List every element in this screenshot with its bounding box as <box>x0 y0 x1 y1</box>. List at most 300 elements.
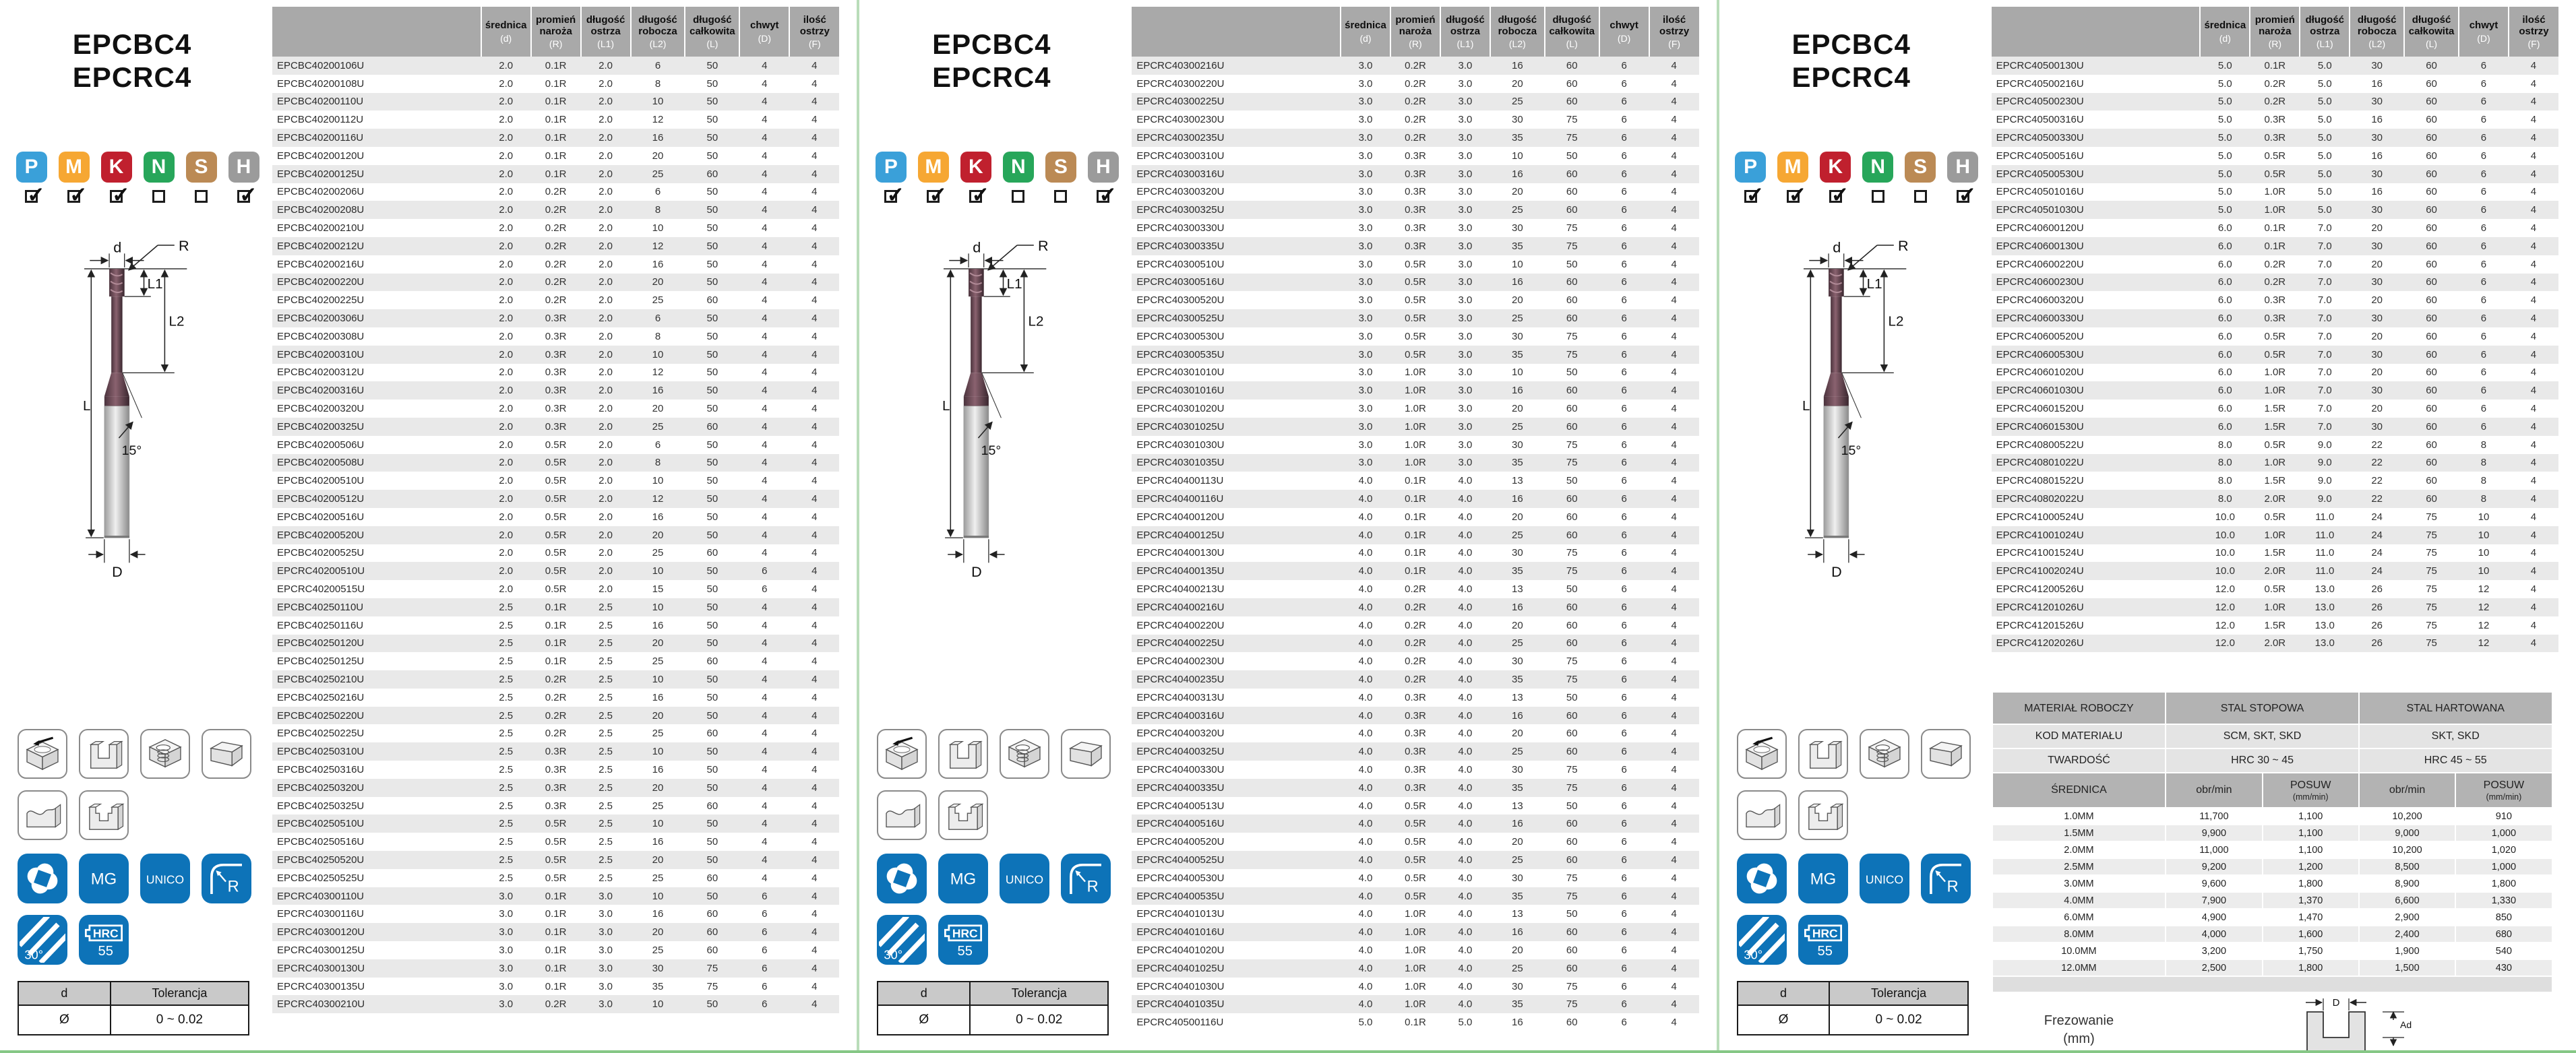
part-number: EPCBC40200106U <box>277 59 365 71</box>
part-number: EPCBC40200216U <box>277 258 365 270</box>
parts-row[interactable] <box>272 75 839 93</box>
corner-radius-value: 0.3R <box>545 348 567 360</box>
parts-row[interactable] <box>1992 183 2558 201</box>
iso-k-checkbox[interactable] <box>110 190 123 203</box>
parts-row[interactable] <box>272 201 839 219</box>
parts-table-header-edge-length: długość ostrza (L1) <box>581 7 631 57</box>
parts-row[interactable] <box>1992 364 2558 382</box>
parts-row[interactable] <box>1132 598 1698 616</box>
iso-p-checkbox[interactable] <box>25 190 38 203</box>
iso-material-badges <box>877 152 1117 203</box>
parts-row[interactable] <box>1992 544 2558 563</box>
total-length-value: 60 <box>706 294 718 307</box>
iso-m-checkbox[interactable] <box>1787 190 1800 203</box>
parts-row[interactable] <box>1132 381 1698 400</box>
parts-row[interactable] <box>272 689 839 707</box>
working-length-value: 12 <box>652 366 664 379</box>
diameter-value: 2.0 <box>499 330 514 342</box>
edge-length-value: 3.0 <box>1458 150 1473 162</box>
parts-row[interactable] <box>1992 237 2558 255</box>
shank-value: 6 <box>1621 637 1627 649</box>
parts-row[interactable] <box>1132 183 1698 201</box>
corner-radius-value: 0.1R <box>545 656 567 668</box>
parts-row[interactable] <box>1992 418 2558 436</box>
parts-row[interactable] <box>1132 110 1698 129</box>
part-number: EPCRC40501030U <box>1996 204 2084 216</box>
parts-row[interactable] <box>272 995 839 1013</box>
shank-value: 6 <box>1621 547 1627 559</box>
parts-row[interactable] <box>1132 75 1698 93</box>
edge-length-value: 4.0 <box>1458 962 1473 974</box>
parts-row[interactable] <box>272 490 839 508</box>
total-length-value: 60 <box>2426 366 2437 379</box>
shank-value: 6 <box>2480 330 2487 342</box>
rpm-alloy-cell: 9,900 <box>2166 825 2262 841</box>
parts-row[interactable] <box>272 219 839 237</box>
parts-row[interactable] <box>1132 1013 1698 1031</box>
iso-p-checkbox[interactable] <box>1744 190 1757 203</box>
shank-value: 4 <box>762 96 768 108</box>
rpm-hardened-cell: 10,200 <box>2359 841 2455 858</box>
iso-s-checkbox[interactable] <box>1914 190 1927 203</box>
corner-radius-value: 0.3R <box>1405 204 1426 216</box>
parts-row[interactable] <box>1992 201 2558 219</box>
corner-radius-value: 0.5R <box>545 547 567 559</box>
shank-value: 4 <box>762 258 768 270</box>
parts-row[interactable] <box>1132 454 1698 472</box>
slot-milling-diagram <box>2281 993 2436 1053</box>
part-number: EPCBC40250510U <box>277 818 365 830</box>
parts-row[interactable] <box>272 833 839 851</box>
shank-value: 4 <box>762 186 768 198</box>
parts-row[interactable] <box>272 959 839 978</box>
feed-hardened-cell: 1,020 <box>2455 841 2552 858</box>
parts-row[interactable] <box>1992 129 2558 147</box>
parts-row[interactable] <box>272 472 839 490</box>
parts-table-header-model <box>1132 7 1341 57</box>
parts-row[interactable] <box>272 274 839 292</box>
working-length-value: 35 <box>652 980 664 992</box>
flutes-value: 4 <box>811 980 818 992</box>
working-length-value: 24 <box>2371 565 2383 577</box>
diameter-value: 3.0 <box>499 944 514 956</box>
iso-m-badge: M <box>1777 152 1808 183</box>
iso-h-checkbox[interactable] <box>1097 190 1109 203</box>
working-length-value: 25 <box>1512 420 1523 433</box>
flutes-value: 4 <box>1671 168 1677 180</box>
shank-value: 6 <box>1621 944 1627 956</box>
parts-row[interactable] <box>272 327 839 346</box>
parts-row[interactable] <box>1992 436 2558 454</box>
parts-row[interactable] <box>1132 869 1698 887</box>
tolerance-header-row <box>18 982 249 1005</box>
part-number: EPCRC40401013U <box>1136 908 1225 920</box>
working-length-value: 30 <box>2371 168 2383 180</box>
step-slot-milling-icon <box>79 790 129 840</box>
parts-row[interactable] <box>1132 508 1698 526</box>
parts-row[interactable] <box>272 815 839 833</box>
diameter-value: 2.5 <box>499 637 514 649</box>
flutes-value: 4 <box>2530 168 2537 180</box>
working-length-value: 25 <box>652 872 664 884</box>
corner-radius-icon <box>1921 854 1971 903</box>
working-length-value: 24 <box>2371 529 2383 541</box>
iso-m-checkbox[interactable] <box>67 190 80 203</box>
parts-row[interactable] <box>1132 346 1698 364</box>
parts-row[interactable] <box>1132 689 1698 707</box>
diameter-value: 5.0 <box>1358 1017 1373 1029</box>
parts-row[interactable] <box>272 652 839 670</box>
parts-row[interactable] <box>1132 905 1698 923</box>
working-length-value: 20 <box>1512 403 1523 415</box>
parts-row[interactable] <box>1992 598 2558 616</box>
parts-row[interactable] <box>272 887 839 905</box>
parts-row[interactable] <box>272 598 839 616</box>
parts-row[interactable] <box>1132 472 1698 490</box>
diameter-value: 3.0 <box>1358 420 1373 433</box>
total-length-value: 75 <box>2426 583 2437 595</box>
iso-m-checkbox[interactable] <box>927 190 940 203</box>
edge-length-value: 3.0 <box>1458 330 1473 342</box>
iso-n-checkbox[interactable] <box>1012 190 1024 203</box>
parts-row[interactable] <box>272 797 839 815</box>
parts-row[interactable] <box>1132 978 1698 996</box>
parts-row[interactable] <box>272 724 839 742</box>
flutes-value: 4 <box>811 818 818 830</box>
corner-radius-value: 0.1R <box>1405 1017 1426 1029</box>
dim-d-label: d <box>113 238 122 256</box>
parts-row[interactable] <box>1132 616 1698 635</box>
parts-row[interactable] <box>272 508 839 526</box>
diameter-cell: 10.0MM <box>1992 943 2166 959</box>
part-number: EPCRC40400530U <box>1136 872 1225 884</box>
parts-row[interactable] <box>272 869 839 887</box>
parts-row[interactable] <box>1992 472 2558 490</box>
parts-row[interactable] <box>1992 274 2558 292</box>
parts-row[interactable] <box>1132 815 1698 833</box>
corner-radius-value: 0.5R <box>545 493 567 505</box>
shank-value: 6 <box>1621 908 1627 920</box>
part-number: EPCRC40300235U <box>1136 132 1225 144</box>
parts-table-header-corner-radius: promień naroża (R) <box>531 7 581 57</box>
diameter-value: 3.0 <box>1358 114 1373 126</box>
parts-row[interactable] <box>1992 75 2558 93</box>
parts-row[interactable] <box>272 580 839 598</box>
alloy-hardness: HRC 30 ~ 45 <box>2166 748 2359 773</box>
parts-row[interactable] <box>272 941 839 959</box>
parts-row[interactable] <box>1132 219 1698 237</box>
parts-row[interactable] <box>1132 797 1698 815</box>
parts-row[interactable] <box>1992 291 2558 309</box>
part-number: EPCBC40200220U <box>277 276 365 288</box>
parts-row[interactable] <box>272 381 839 400</box>
rpm-column-label: obr/min <box>2166 773 2262 808</box>
rpm-alloy-cell: 4,900 <box>2166 909 2262 926</box>
parts-row[interactable] <box>1132 887 1698 905</box>
iso-k-checkbox[interactable] <box>1829 190 1842 203</box>
edge-length-value: 7.0 <box>2317 276 2332 288</box>
parts-row[interactable] <box>1992 562 2558 580</box>
parts-row[interactable] <box>1992 346 2558 364</box>
parts-row[interactable] <box>1132 779 1698 797</box>
parts-row[interactable] <box>1992 165 2558 183</box>
parts-row[interactable] <box>272 255 839 274</box>
parts-row[interactable] <box>272 616 839 635</box>
parts-row[interactable] <box>1992 508 2558 526</box>
parts-table <box>272 7 839 1013</box>
flutes-value: 4 <box>811 691 818 703</box>
working-length-value: 26 <box>2371 619 2383 631</box>
parts-row[interactable] <box>272 562 839 580</box>
parts-row[interactable] <box>1992 255 2558 274</box>
iso-h-badge: H <box>1947 152 1978 183</box>
edge-length-value: 4.0 <box>1458 890 1473 902</box>
parts-row[interactable] <box>272 400 839 418</box>
flutes-value: 4 <box>811 439 818 451</box>
parts-row[interactable] <box>1132 201 1698 219</box>
parts-row[interactable] <box>272 635 839 653</box>
parts-row[interactable] <box>1992 57 2558 75</box>
parts-row[interactable] <box>1132 544 1698 563</box>
iso-n-checkbox[interactable] <box>1872 190 1884 203</box>
parts-row[interactable] <box>1992 526 2558 544</box>
total-length-value: 75 <box>2426 565 2437 577</box>
iso-h-group <box>1947 152 1978 203</box>
iso-h-checkbox[interactable] <box>237 190 250 203</box>
diameter-value: 2.0 <box>499 240 514 252</box>
corner-radius-value: 0.5R <box>545 511 567 523</box>
total-length-value: 60 <box>2426 59 2437 71</box>
iso-s-checkbox[interactable] <box>195 190 208 203</box>
parts-row[interactable] <box>272 291 839 309</box>
parts-row[interactable] <box>1132 418 1698 436</box>
edge-length-value: 4.0 <box>1458 511 1473 523</box>
parts-row[interactable] <box>272 905 839 923</box>
parts-row[interactable] <box>1132 309 1698 327</box>
parts-row[interactable] <box>272 978 839 996</box>
working-length-value: 12 <box>652 240 664 252</box>
flutes-value: 4 <box>2530 475 2537 487</box>
parts-row[interactable] <box>272 364 839 382</box>
parts-row[interactable] <box>1132 959 1698 978</box>
diameter-value: 4.0 <box>1358 781 1373 794</box>
iso-p-checkbox[interactable] <box>884 190 897 203</box>
parts-row[interactable] <box>272 110 839 129</box>
parts-row[interactable] <box>272 670 839 689</box>
shank-value: 6 <box>2480 114 2487 126</box>
part-number: EPCRC40400125U <box>1136 529 1225 541</box>
parts-row[interactable] <box>272 779 839 797</box>
parts-row[interactable] <box>1132 327 1698 346</box>
shank-value: 4 <box>762 818 768 830</box>
total-length-value: 60 <box>1566 836 1578 848</box>
parts-row[interactable] <box>1992 400 2558 418</box>
parts-row[interactable] <box>1992 454 2558 472</box>
parts-row[interactable] <box>1132 526 1698 544</box>
parts-row[interactable] <box>272 237 839 255</box>
parts-row[interactable] <box>272 544 839 563</box>
parts-row[interactable] <box>1992 580 2558 598</box>
shank-value: 4 <box>762 403 768 415</box>
edge-length-value: 4.0 <box>1458 800 1473 812</box>
parts-row[interactable] <box>1132 237 1698 255</box>
working-length-value: 25 <box>1512 313 1523 325</box>
parts-row[interactable] <box>272 526 839 544</box>
parts-row[interactable] <box>1132 562 1698 580</box>
iso-h-group <box>1088 152 1119 203</box>
parts-row[interactable] <box>272 851 839 869</box>
parts-row[interactable] <box>1132 93 1698 111</box>
flutes-value: 4 <box>2530 637 2537 649</box>
feed-alloy-cell: 1,800 <box>2263 959 2359 976</box>
total-length-value: 50 <box>706 114 718 126</box>
total-length-value: 60 <box>706 728 718 740</box>
parts-row[interactable] <box>272 742 839 761</box>
iso-material-badges <box>18 152 257 203</box>
parts-row[interactable] <box>1132 923 1698 941</box>
parts-row[interactable] <box>1132 652 1698 670</box>
working-length-value: 35 <box>1512 781 1523 794</box>
diameter-value: 10.0 <box>2215 529 2235 541</box>
parts-row[interactable] <box>1992 147 2558 165</box>
edge-length-value: 2.0 <box>599 240 613 252</box>
shank-value: 6 <box>1621 601 1627 613</box>
diameter-value: 4.0 <box>1358 656 1373 668</box>
parts-row[interactable] <box>272 346 839 364</box>
parts-row[interactable] <box>1132 129 1698 147</box>
working-length-value: 10 <box>652 890 664 902</box>
working-length-value: 20 <box>652 150 664 162</box>
iso-material-badges <box>1737 152 1977 203</box>
parts-row[interactable] <box>272 93 839 111</box>
flutes-value: 4 <box>811 222 818 234</box>
parts-row[interactable] <box>1992 635 2558 653</box>
parts-row[interactable] <box>272 761 839 779</box>
part-number: EPCRC40600220U <box>1996 258 2084 270</box>
parts-row[interactable] <box>1132 724 1698 742</box>
parts-row[interactable] <box>1992 490 2558 508</box>
parts-row[interactable] <box>1992 381 2558 400</box>
parts-row[interactable] <box>272 129 839 147</box>
diameter-value: 2.0 <box>499 313 514 325</box>
edge-length-value: 4.0 <box>1458 673 1473 685</box>
parts-row[interactable] <box>272 418 839 436</box>
shank-value: 6 <box>1621 800 1627 812</box>
total-length-value: 75 <box>1566 114 1578 126</box>
total-length-value: 60 <box>706 926 718 938</box>
parts-row[interactable] <box>272 454 839 472</box>
parts-row[interactable] <box>1992 327 2558 346</box>
rpm-alloy-cell: 7,900 <box>2166 892 2262 909</box>
material-code-label: KOD MATERIAŁU <box>1992 724 2166 748</box>
flutes-value: 4 <box>1671 132 1677 144</box>
corner-radius-value: 0.2R <box>545 222 567 234</box>
working-length-value: 25 <box>652 547 664 559</box>
flutes-value: 4 <box>811 800 818 812</box>
parts-row[interactable] <box>1132 833 1698 851</box>
parts-row[interactable] <box>1132 291 1698 309</box>
parts-row[interactable] <box>1132 436 1698 454</box>
parts-row[interactable] <box>1132 147 1698 165</box>
edge-length-value: 5.0 <box>2317 186 2332 198</box>
parts-row[interactable] <box>1132 274 1698 292</box>
panel-2 <box>859 0 1716 1050</box>
flutes-value: 4 <box>2530 529 2537 541</box>
parts-row[interactable] <box>272 436 839 454</box>
part-number: EPCRC40401020U <box>1136 944 1225 956</box>
working-length-value: 30 <box>2371 348 2383 360</box>
total-length-value: 50 <box>706 348 718 360</box>
parts-row[interactable] <box>1132 364 1698 382</box>
iso-h-checkbox[interactable] <box>1957 190 1969 203</box>
iso-s-checkbox[interactable] <box>1054 190 1067 203</box>
total-length-value: 75 <box>1566 330 1578 342</box>
parts-row[interactable] <box>1992 110 2558 129</box>
parts-row[interactable] <box>1132 255 1698 274</box>
iso-p-badge: P <box>16 152 47 183</box>
flutes-value: 4 <box>1671 619 1677 631</box>
parts-row[interactable] <box>1132 57 1698 75</box>
feed-alloy-cell: 1,800 <box>2263 875 2359 892</box>
iso-n-checkbox[interactable] <box>152 190 165 203</box>
parts-row[interactable] <box>1132 670 1698 689</box>
parts-row[interactable] <box>1132 707 1698 725</box>
parts-row[interactable] <box>1132 851 1698 869</box>
parts-row[interactable] <box>1992 219 2558 237</box>
parts-row[interactable] <box>272 309 839 327</box>
parts-row[interactable] <box>1132 400 1698 418</box>
parts-row[interactable] <box>272 707 839 725</box>
parts-row[interactable] <box>1132 761 1698 779</box>
corner-radius-value: 0.5R <box>545 583 567 595</box>
iso-k-checkbox[interactable] <box>969 190 982 203</box>
total-length-value: 75 <box>2426 637 2437 649</box>
parts-row[interactable] <box>1132 941 1698 959</box>
parts-row[interactable] <box>272 183 839 201</box>
parts-row[interactable] <box>1132 742 1698 761</box>
parts-row[interactable] <box>1132 580 1698 598</box>
parts-row[interactable] <box>1132 995 1698 1013</box>
feed-hardened-cell: 1,330 <box>2455 892 2552 909</box>
parts-row[interactable] <box>272 147 839 165</box>
edge-length-value: 3.0 <box>599 926 613 938</box>
iso-k-badge: K <box>101 152 132 183</box>
diameter-value: 2.0 <box>499 439 514 451</box>
part-number: EPCRC40301035U <box>1136 457 1225 469</box>
parts-row[interactable] <box>1132 165 1698 183</box>
flutes-value: 4 <box>2530 222 2537 234</box>
diameter-value: 4.0 <box>1358 836 1373 848</box>
parts-row[interactable] <box>1992 616 2558 635</box>
parts-row[interactable] <box>272 165 839 183</box>
edge-length-value: 2.0 <box>599 385 613 397</box>
diameter-value: 3.0 <box>1358 385 1373 397</box>
total-length-value: 50 <box>706 746 718 758</box>
parts-row[interactable] <box>1992 93 2558 111</box>
diameter-value: 3.0 <box>499 890 514 902</box>
tolerance-header-d: d <box>1738 982 1830 1005</box>
parts-row[interactable] <box>1132 490 1698 508</box>
parts-row[interactable] <box>272 57 839 75</box>
cutting-parameters-row <box>1992 892 2552 909</box>
parts-row[interactable] <box>272 923 839 941</box>
corner-radius-value: 0.5R <box>2264 439 2286 451</box>
parts-row[interactable] <box>1132 635 1698 653</box>
series-title <box>1737 28 1966 94</box>
corner-radius-value: 0.3R <box>1405 691 1426 703</box>
dim-shank-label: D <box>1831 563 1842 579</box>
parts-row[interactable] <box>1992 309 2558 327</box>
